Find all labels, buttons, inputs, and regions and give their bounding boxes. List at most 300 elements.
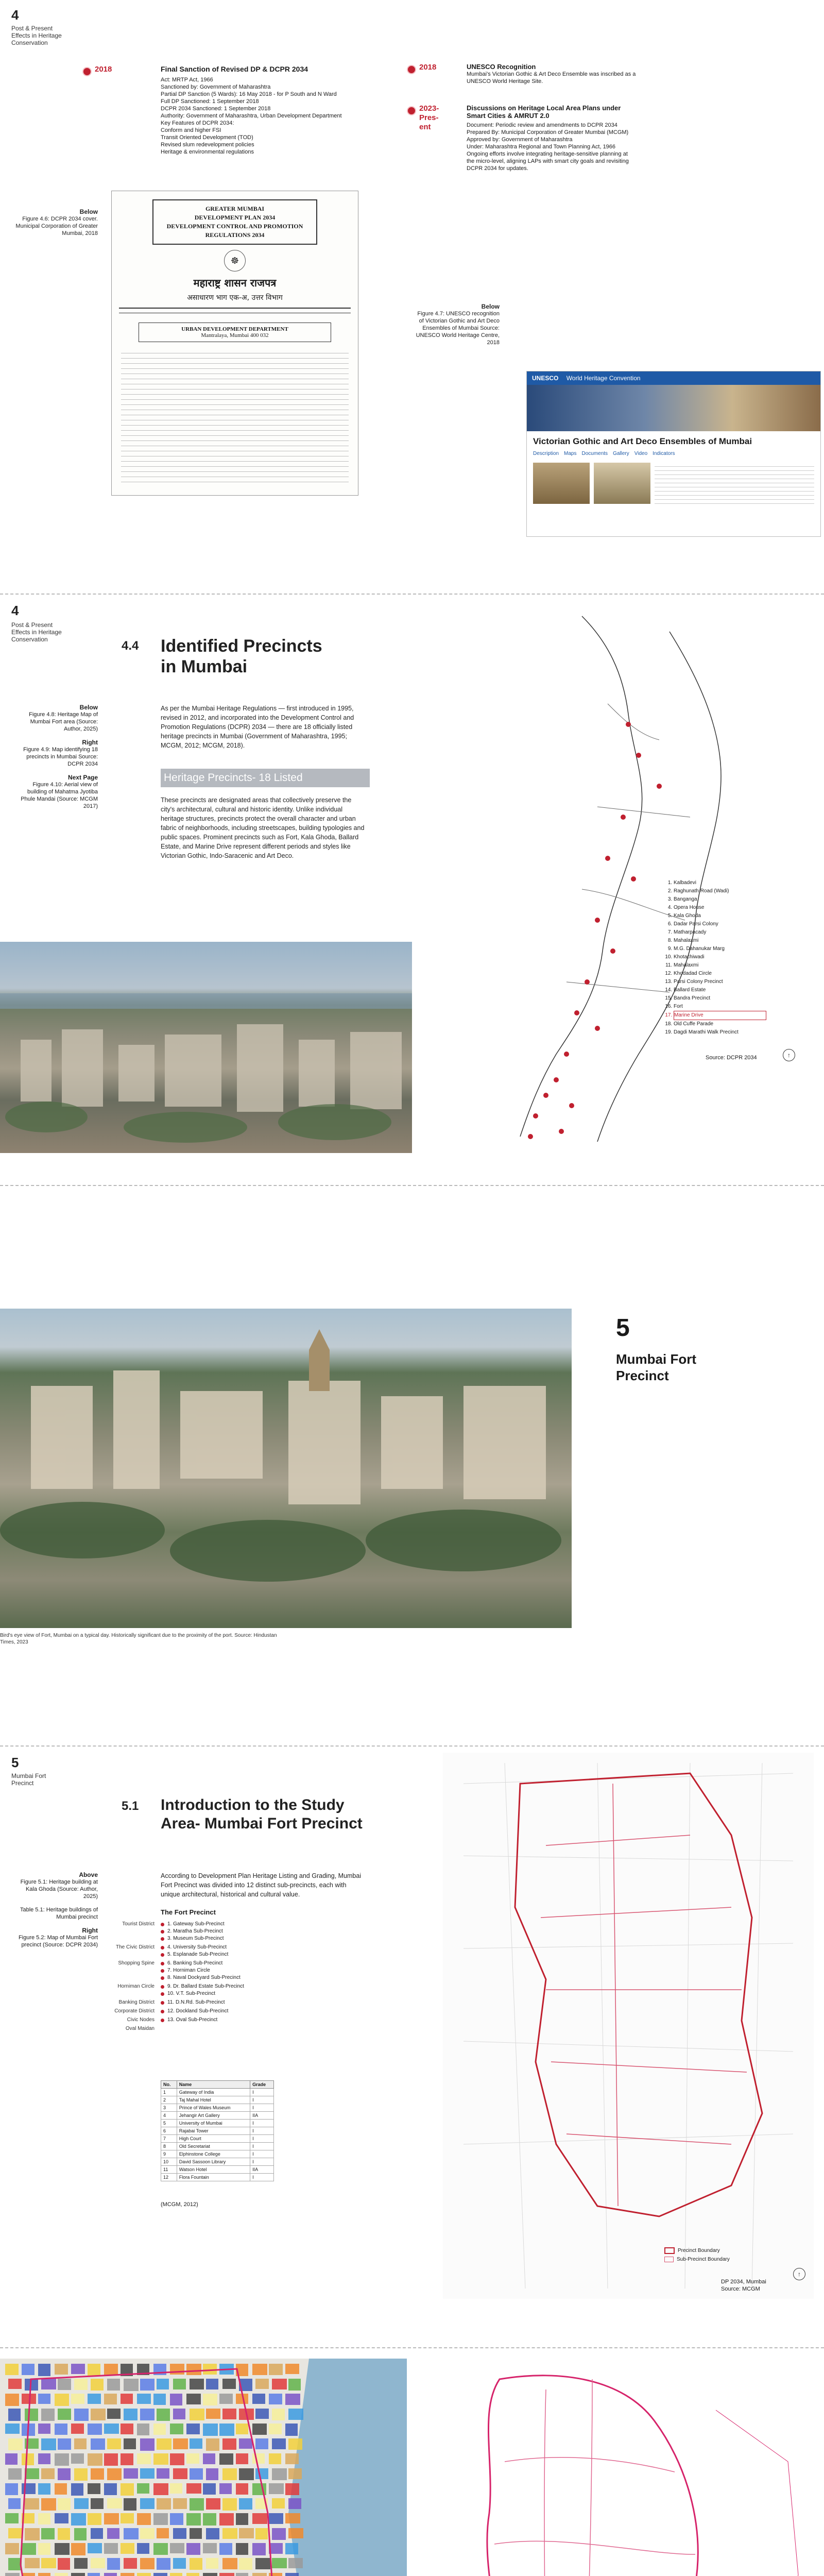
land-parcel bbox=[239, 2558, 252, 2570]
zone-item bbox=[161, 1944, 371, 1951]
precinct-map bbox=[453, 601, 814, 1157]
precinct-list-item: 14. Ballard Estate bbox=[674, 986, 766, 994]
land-parcel bbox=[88, 2513, 101, 2525]
table-row bbox=[161, 2143, 274, 2150]
land-parcel bbox=[285, 2394, 300, 2405]
unesco-subheader: World Heritage Convention bbox=[566, 375, 641, 382]
precinct-list-item: 6. Dadar Parsi Colony bbox=[674, 920, 766, 928]
land-parcel bbox=[5, 2364, 19, 2375]
precinct-list-item: 9. M.G. Dahanukar Marg bbox=[674, 945, 766, 953]
land-parcel bbox=[255, 2379, 269, 2389]
zone-group: The Civic District bbox=[115, 1944, 154, 1950]
timeline-line: Heritage & environmental regulations bbox=[161, 149, 254, 155]
land-parcel bbox=[74, 2468, 88, 2481]
land-parcel bbox=[88, 2394, 101, 2404]
zone-dot bbox=[161, 2001, 164, 2005]
land-parcel bbox=[222, 2468, 237, 2480]
land-parcel bbox=[140, 2468, 154, 2479]
subheading: The Fort Precinct bbox=[161, 1908, 216, 1916]
photo-caption: Bird's eye view of Fort, Mumbai on a typical day. Historically significant due to the proximity of the port. Source: Hindustan Times, 2023 bbox=[0, 1633, 277, 1645]
zone-group: Banking District bbox=[118, 1999, 154, 2005]
land-parcel bbox=[190, 2498, 204, 2511]
land-parcel bbox=[74, 2379, 88, 2390]
land-parcel bbox=[5, 2513, 19, 2523]
note-head: Right bbox=[82, 739, 98, 746]
land-parcel bbox=[38, 2453, 50, 2464]
land-parcel bbox=[5, 2483, 18, 2495]
land-parcel bbox=[91, 2438, 105, 2450]
fort-precinct-map bbox=[443, 1753, 814, 2299]
notice-box bbox=[139, 323, 331, 342]
land-parcel bbox=[285, 2483, 299, 2495]
page-divider bbox=[0, 1185, 824, 1186]
precinct-list-item: 15. Bandra Precinct bbox=[674, 994, 766, 1003]
table-row bbox=[161, 2096, 274, 2104]
table-cell: I bbox=[250, 2135, 274, 2143]
land-parcel bbox=[71, 2543, 85, 2555]
land-use-map bbox=[0, 2359, 407, 2576]
land-parcel bbox=[71, 2424, 84, 2434]
land-parcel bbox=[121, 2573, 134, 2576]
timeline-year: 2023-Pres-ent bbox=[419, 104, 439, 131]
table-cell: I bbox=[250, 2174, 274, 2181]
land-parcel bbox=[252, 2424, 267, 2435]
zone-group: Tourist District bbox=[122, 1921, 154, 1927]
land-parcel bbox=[107, 2558, 120, 2570]
land-parcel bbox=[38, 2543, 50, 2555]
land-parcel bbox=[222, 2379, 236, 2389]
timeline-line: Revised slum redevelopment policies bbox=[161, 142, 254, 148]
zone-row bbox=[93, 1921, 371, 1942]
table-cell: Elphinstone College bbox=[177, 2150, 250, 2158]
land-parcel bbox=[239, 2498, 252, 2510]
land-parcel bbox=[107, 2409, 121, 2419]
north-arrow-icon: ↑ bbox=[783, 1049, 795, 1061]
table-cell: 8 bbox=[161, 2143, 177, 2150]
zone-row bbox=[93, 1983, 371, 1997]
table-cell: 11 bbox=[161, 2166, 177, 2174]
legend-label: Precinct Boundary bbox=[678, 2248, 720, 2253]
land-parcel bbox=[288, 2468, 302, 2479]
note-text: Figure 4.9: Map identifying 18 precincts in Mumbai Source: DCPR 2034 bbox=[23, 747, 98, 767]
land-parcel bbox=[88, 2364, 100, 2376]
land-parcel bbox=[137, 2424, 149, 2435]
note-text: Figure 4.7: UNESCO recognition of Victorian Gothic and Art Deco Ensembles of Mumbai Source: UNESCO World Heritage Centre, 2018 bbox=[416, 311, 500, 346]
land-parcel bbox=[38, 2424, 50, 2434]
land-parcel bbox=[55, 2424, 67, 2435]
land-parcel bbox=[5, 2573, 20, 2576]
land-parcel bbox=[22, 2453, 34, 2465]
land-parcel bbox=[8, 2379, 22, 2389]
table-cell: 1 bbox=[161, 2089, 177, 2096]
timeline-dot bbox=[407, 65, 416, 74]
land-parcel bbox=[190, 2438, 202, 2449]
land-parcel bbox=[55, 2513, 68, 2523]
zone-item-label: 12. Dockland Sub-Precinct bbox=[167, 2008, 229, 2014]
figure-note bbox=[15, 1871, 98, 1900]
land-parcel bbox=[203, 2394, 217, 2405]
table-cell: 5 bbox=[161, 2120, 177, 2127]
zone-row bbox=[93, 2016, 371, 2024]
land-parcel bbox=[186, 2364, 201, 2375]
land-parcel bbox=[203, 2513, 216, 2526]
land-parcel bbox=[140, 2379, 154, 2391]
land-parcel bbox=[107, 2379, 120, 2391]
zone-items bbox=[161, 1960, 371, 1981]
land-parcel bbox=[173, 2379, 186, 2389]
land-parcel bbox=[269, 2453, 281, 2464]
land-parcel bbox=[206, 2468, 218, 2480]
land-parcel bbox=[104, 2424, 119, 2434]
land-parcel bbox=[186, 2543, 200, 2555]
zone-item bbox=[161, 1990, 371, 1997]
figure-note bbox=[15, 774, 98, 810]
land-parcel bbox=[58, 2528, 70, 2540]
land-parcel bbox=[124, 2379, 139, 2391]
unesco-tab: Video bbox=[634, 451, 648, 456]
legend-swatch bbox=[664, 2257, 674, 2262]
land-parcel bbox=[173, 2438, 188, 2449]
land-parcel bbox=[124, 2409, 138, 2420]
chapter-title-line: Precinct bbox=[616, 1368, 669, 1383]
chapter-label: Post & Present Effects in Heritage Conservation bbox=[11, 25, 62, 46]
land-parcel bbox=[140, 2528, 154, 2539]
table-cell: I bbox=[250, 2120, 274, 2127]
legend-swatch bbox=[664, 2247, 675, 2254]
table-cell: I bbox=[250, 2104, 274, 2112]
land-parcel bbox=[239, 2468, 254, 2480]
table-row bbox=[161, 2112, 274, 2120]
timeline-dot bbox=[82, 67, 92, 76]
land-parcel bbox=[173, 2558, 186, 2569]
land-parcel bbox=[41, 2498, 56, 2511]
land-parcel bbox=[74, 2528, 87, 2540]
left-figure-note bbox=[15, 208, 98, 237]
land-parcel bbox=[173, 2528, 186, 2539]
land-parcel bbox=[58, 2379, 71, 2390]
land-parcel bbox=[236, 2483, 248, 2495]
land-parcel bbox=[186, 2483, 201, 2494]
land-parcel bbox=[55, 2453, 69, 2466]
zone-dot bbox=[161, 1946, 164, 1950]
table-source: (MCGM, 2012) bbox=[161, 2201, 198, 2208]
land-parcel bbox=[38, 2364, 50, 2376]
land-parcel bbox=[74, 2409, 89, 2421]
notice-address: Mantralaya, Mumbai 400 032 bbox=[201, 332, 269, 338]
highlight-band: Heritage Precincts- 18 Listed bbox=[161, 769, 370, 787]
table-cell: Old Secretariat bbox=[177, 2143, 250, 2150]
land-parcel bbox=[203, 2543, 217, 2553]
figure-notes bbox=[15, 1871, 98, 1955]
land-parcel bbox=[157, 2409, 170, 2421]
section-title: Introduction to the Study Area- Mumbai Fort Precinct bbox=[161, 1797, 363, 1832]
land-parcel bbox=[219, 2394, 233, 2404]
land-parcel bbox=[107, 2528, 119, 2539]
land-parcel bbox=[173, 2409, 185, 2419]
table-cell: 10 bbox=[161, 2158, 177, 2166]
land-parcel bbox=[219, 2513, 234, 2526]
table-body bbox=[161, 2089, 274, 2181]
land-parcel bbox=[203, 2364, 217, 2375]
page-5 bbox=[0, 2349, 824, 2576]
zone-dot bbox=[161, 2010, 164, 2013]
unesco-tabs bbox=[527, 449, 820, 459]
timeline-line: Sanctioned by: Government of Maharashtra bbox=[161, 84, 271, 90]
land-parcel bbox=[252, 2394, 265, 2404]
land-parcel bbox=[288, 2438, 302, 2450]
zone-group: Horniman Circle bbox=[117, 1984, 154, 1989]
zone-item-label: 9. Dr. Ballard Estate Sub-Precinct bbox=[167, 1984, 244, 1989]
note-text: Figure 4.8: Heritage Map of Mumbai Fort area (Source: Author, 2025) bbox=[29, 711, 98, 732]
table-cell: I bbox=[250, 2158, 274, 2166]
land-parcel bbox=[74, 2438, 87, 2449]
land-parcel bbox=[153, 2483, 168, 2495]
land-parcel bbox=[219, 2573, 234, 2576]
land-parcel bbox=[137, 2513, 151, 2525]
chapter-number: 5 bbox=[11, 1755, 19, 1770]
precinct-list-item: 8. Mahalaxmi bbox=[674, 937, 766, 945]
table-cell: University of Mumbai bbox=[177, 2120, 250, 2127]
precinct-list-item: 3. Banganga bbox=[674, 895, 766, 904]
land-parcel bbox=[8, 2558, 22, 2570]
land-parcel bbox=[104, 2513, 119, 2524]
land-parcel bbox=[55, 2543, 70, 2555]
land-parcel bbox=[219, 2453, 233, 2465]
table-cell: 2 bbox=[161, 2096, 177, 2104]
zone-dot bbox=[161, 1937, 164, 1941]
land-parcel bbox=[272, 2438, 286, 2449]
land-parcel bbox=[121, 2483, 134, 2496]
figure-note bbox=[15, 1906, 98, 1921]
section-title: Identified Precincts in Mumbai bbox=[161, 636, 322, 676]
zone-items bbox=[161, 1983, 371, 1997]
land-parcel bbox=[186, 2424, 200, 2434]
land-parcel bbox=[91, 2468, 104, 2480]
land-parcel bbox=[91, 2498, 104, 2509]
land-parcel bbox=[140, 2409, 154, 2420]
table-cell: 7 bbox=[161, 2135, 177, 2143]
table-cell: 6 bbox=[161, 2127, 177, 2135]
timeline-entry-left bbox=[161, 65, 346, 156]
timeline-title: Discussions on Heritage Local Area Plans under Smart Cities & AMRUT 2.0 bbox=[467, 104, 621, 120]
fort-aerial-photo bbox=[0, 1309, 572, 1628]
unesco-tab: Documents bbox=[581, 451, 608, 456]
land-parcel bbox=[236, 2513, 248, 2525]
timeline-text: Mumbai's Victorian Gothic & Art Deco Ensemble was inscribed as a UNESCO World Heritage Site. bbox=[467, 71, 636, 84]
zone-item-label: 11. D.N.Rd. Sub-Precinct bbox=[167, 1999, 225, 2005]
land-parcel bbox=[71, 2453, 84, 2464]
land-parcel bbox=[252, 2513, 267, 2524]
table-cell: David Sassoon Library bbox=[177, 2158, 250, 2166]
zone-dot bbox=[161, 1976, 164, 1980]
chapter-title bbox=[616, 1351, 696, 1384]
land-parcel bbox=[203, 2573, 217, 2576]
land-parcel bbox=[285, 2573, 299, 2576]
timeline-lines bbox=[161, 76, 346, 156]
land-parcel bbox=[38, 2573, 50, 2576]
land-parcel bbox=[41, 2528, 55, 2539]
land-parcel bbox=[121, 2513, 134, 2523]
land-parcel bbox=[203, 2483, 216, 2495]
land-parcel bbox=[8, 2498, 21, 2509]
land-parcel bbox=[55, 2483, 67, 2495]
table-cell: I bbox=[250, 2089, 274, 2096]
land-parcel bbox=[236, 2453, 248, 2464]
legend-item bbox=[664, 2256, 730, 2263]
note-head: Right bbox=[82, 1927, 98, 1934]
land-parcel bbox=[236, 2424, 248, 2434]
unesco-header bbox=[527, 371, 820, 385]
land-parcel bbox=[71, 2394, 84, 2404]
precinct-list-item: 11. Mahalaxmi bbox=[674, 961, 766, 970]
zone-item-label: 7. Horniman Circle bbox=[167, 1968, 210, 1973]
land-parcel bbox=[124, 2438, 136, 2449]
table-cell: 3 bbox=[161, 2104, 177, 2112]
page-2 bbox=[0, 596, 824, 1183]
land-parcel bbox=[22, 2364, 35, 2375]
land-parcel bbox=[137, 2483, 149, 2494]
unesco-tab: Indicators bbox=[653, 451, 675, 456]
timeline-line: Document: Periodic review and amendments to DCPR 2034 bbox=[467, 122, 617, 128]
chapter-number: 4 bbox=[11, 7, 19, 23]
land-parcel bbox=[222, 2528, 237, 2539]
zone-item bbox=[161, 1928, 371, 1935]
cover-body-text bbox=[121, 348, 349, 482]
table-cell: I bbox=[250, 2127, 274, 2135]
land-parcel bbox=[272, 2379, 287, 2389]
cover-title-line: DEVELOPMENT CONTROL AND PROMOTION bbox=[166, 223, 303, 230]
precinct-list-item: 2. Raghunath Road (Wadi) bbox=[674, 887, 766, 895]
notice-heading: URBAN DEVELOPMENT DEPARTMENT bbox=[181, 326, 288, 332]
zone-item bbox=[161, 1967, 371, 1974]
land-parcel bbox=[104, 2394, 117, 2404]
chapter-number: 5 bbox=[616, 1314, 630, 1342]
zone-dot bbox=[161, 1930, 164, 1934]
zone-dot bbox=[161, 1992, 164, 1996]
table-row bbox=[161, 2089, 274, 2096]
land-parcel bbox=[190, 2558, 202, 2570]
zone-item-label: 6. Banking Sub-Precinct bbox=[167, 1960, 223, 1966]
land-parcel bbox=[71, 2364, 85, 2374]
land-parcel bbox=[104, 2573, 117, 2576]
chapter-number: 4 bbox=[11, 603, 19, 618]
land-parcel bbox=[140, 2498, 154, 2509]
land-parcel bbox=[153, 2453, 168, 2465]
land-parcel bbox=[25, 2409, 38, 2421]
land-parcel bbox=[58, 2438, 71, 2450]
page-divider bbox=[0, 2347, 824, 2348]
unesco-tab: Gallery bbox=[613, 451, 629, 456]
land-parcel bbox=[58, 2409, 71, 2420]
land-parcel bbox=[190, 2379, 204, 2389]
zone-items bbox=[161, 1921, 371, 1942]
text-block bbox=[655, 463, 814, 504]
land-parcel bbox=[236, 2573, 248, 2576]
land-parcel bbox=[71, 2513, 86, 2526]
land-parcel bbox=[173, 2468, 187, 2479]
timeline-year: 2018 bbox=[419, 63, 437, 72]
unesco-tab: Maps bbox=[564, 451, 577, 456]
land-parcel bbox=[74, 2498, 89, 2509]
land-parcel bbox=[41, 2468, 55, 2479]
land-parcel bbox=[255, 2409, 269, 2419]
land-parcel bbox=[41, 2409, 55, 2421]
table-row bbox=[161, 2135, 274, 2143]
zone-row bbox=[93, 2025, 371, 2032]
page-divider bbox=[0, 594, 824, 595]
intro-paragraph: According to Development Plan Heritage Listing and Grading, Mumbai Fort Precinct was divided into 12 distinct sub-precincts, each with unique architectural, historical and cultural value. bbox=[161, 1872, 362, 1898]
zone-dot bbox=[161, 1953, 164, 1957]
zone-item bbox=[161, 2008, 371, 2015]
table-cell: Prince of Wales Museum bbox=[177, 2104, 250, 2112]
table-row bbox=[161, 2158, 274, 2166]
land-parcel bbox=[272, 2498, 285, 2509]
chapter-label: Mumbai Fort Precinct bbox=[11, 1772, 46, 1787]
table-cell: Rajabai Tower bbox=[177, 2127, 250, 2135]
land-parcel bbox=[153, 2573, 167, 2576]
land-parcel bbox=[190, 2409, 204, 2420]
map-source: DP 2034, Mumbai Source: MCGM bbox=[721, 2279, 766, 2292]
land-parcel bbox=[41, 2438, 56, 2450]
land-parcel bbox=[269, 2364, 283, 2375]
table-row bbox=[161, 2174, 274, 2181]
land-parcel bbox=[285, 2543, 298, 2554]
land-parcel bbox=[252, 2364, 267, 2375]
table-header bbox=[161, 2081, 274, 2089]
land-parcel bbox=[255, 2528, 268, 2539]
timeline-line: Ongoing efforts involve integrating heritage-sensitive planning at the micro-level, aligning LAPs with smart city goals and revisiting DCPR 2034 for updates. bbox=[467, 151, 629, 172]
land-parcel bbox=[285, 2453, 299, 2464]
land-parcel bbox=[153, 2543, 168, 2555]
zone-item bbox=[161, 1921, 371, 1928]
land-parcel bbox=[288, 2528, 303, 2538]
land-parcel bbox=[5, 2394, 19, 2406]
land-parcel bbox=[5, 2543, 19, 2554]
land-parcel bbox=[222, 2438, 236, 2450]
land-parcel bbox=[137, 2573, 151, 2576]
land-parcel bbox=[55, 2364, 68, 2375]
land-parcel bbox=[137, 2543, 149, 2554]
land-parcel bbox=[124, 2528, 139, 2539]
precinct-list-item: 19. Dagdi Marathi Walk Precinct bbox=[674, 1028, 766, 1037]
unesco-title: Victorian Gothic and Art Deco Ensembles of Mumbai bbox=[533, 436, 752, 446]
land-parcel bbox=[272, 2468, 287, 2480]
timeline-line: Authority: Government of Maharashtra, Urban Development Department bbox=[161, 113, 342, 119]
timeline-line: Key Features of DCPR 2034: bbox=[161, 120, 234, 126]
precinct-list-item: 7. Matharpacady bbox=[674, 928, 766, 937]
timeline-line: Full DP Sanctioned: 1 September 2018 bbox=[161, 98, 259, 105]
figure-note bbox=[15, 739, 98, 768]
zone-group: Civic Nodes bbox=[127, 2017, 154, 2023]
zone-item-label: 13. Oval Sub-Precinct bbox=[167, 2017, 218, 2023]
zone-row bbox=[93, 2008, 371, 2015]
note-head: Below bbox=[79, 208, 98, 215]
timeline-line: Prepared By: Municipal Corporation of Greater Mumbai (MCGM) bbox=[467, 129, 629, 135]
table-cell: IIA bbox=[250, 2166, 274, 2174]
table-row bbox=[161, 2166, 274, 2174]
land-parcel bbox=[269, 2394, 282, 2404]
divider-rule bbox=[119, 308, 351, 313]
land-parcel bbox=[88, 2543, 102, 2553]
table-cell: Watson Hotel bbox=[177, 2166, 250, 2174]
north-arrow-icon: ↑ bbox=[793, 2268, 805, 2280]
land-parcel bbox=[206, 2438, 219, 2451]
land-parcel bbox=[203, 2424, 218, 2436]
precinct-list-item: 5. Kala Ghoda bbox=[674, 912, 766, 920]
intro-paragraph: As per the Mumbai Heritage Regulations — first introduced in 1995, revised in 2012, and incorporated into the Development Control and Promotion Regulations (DCPR) 2034 — there are 18 officially listed heritage precincts in Mumbai (Government of Maharashtra, 1995; MCGM, 2012; MCGM, 2018). bbox=[161, 705, 354, 749]
land-parcel bbox=[239, 2438, 252, 2449]
land-parcel bbox=[170, 2573, 182, 2576]
